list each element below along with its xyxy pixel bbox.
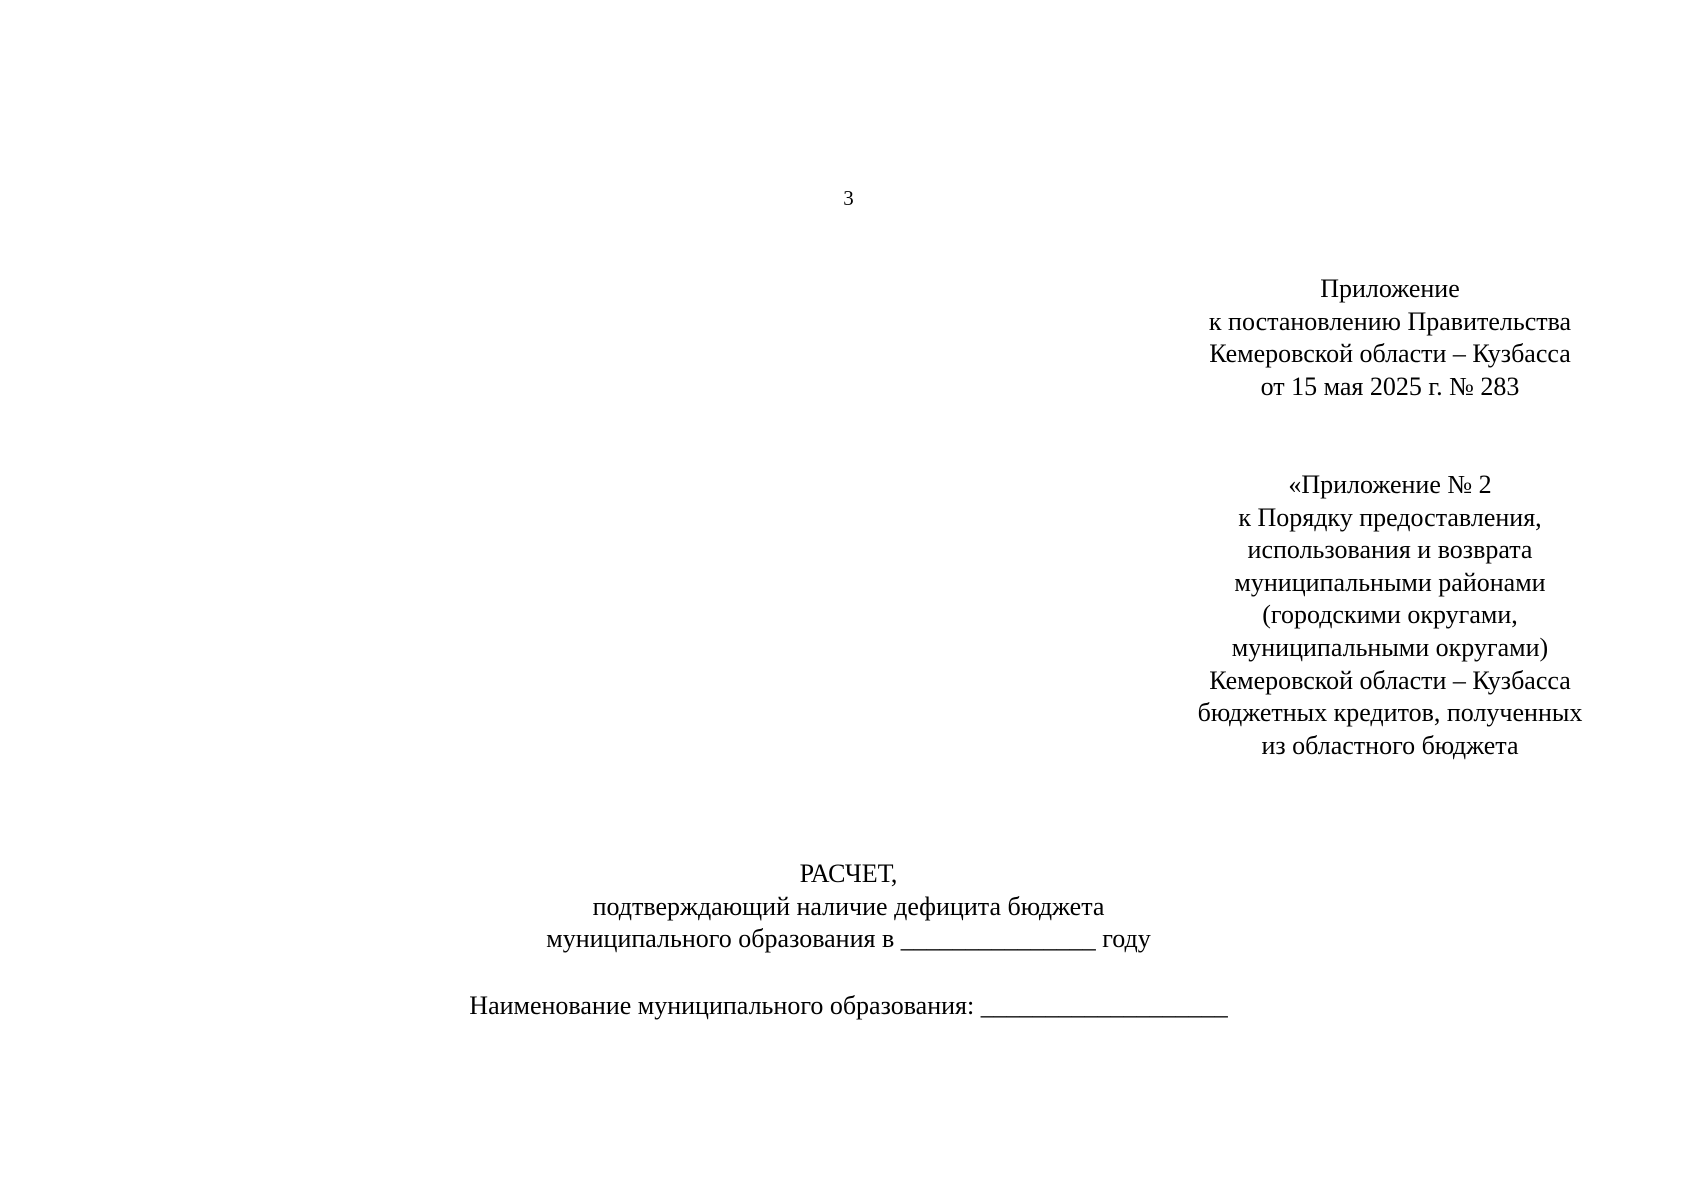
appendix-line: Кемеровской области – Кузбасса bbox=[1209, 339, 1571, 369]
appendix-procedure bbox=[1120, 469, 1660, 762]
appendix-line: Приложение bbox=[1320, 274, 1460, 303]
appendix-line: к Порядку предоставления, bbox=[1238, 502, 1542, 532]
title-year-line: муниципального образования в _______________ году bbox=[546, 924, 1151, 954]
appendix-line: использования и возврата bbox=[1247, 535, 1533, 565]
appendix-line: из областного бюджета bbox=[1261, 730, 1519, 760]
appendix-line: муниципальными районами bbox=[1234, 567, 1546, 597]
title-heading: РАСЧЕТ, bbox=[799, 859, 898, 888]
municipality-name-line: Наименование муниципального образования: ___________________ bbox=[469, 991, 1228, 1020]
title-subheading: подтверждающий наличие дефицита бюджета bbox=[592, 891, 1105, 921]
appendix-line: к постановлению Правительства bbox=[1208, 306, 1572, 336]
document-title bbox=[0, 858, 1697, 956]
appendix-line: «Приложение № 2 bbox=[1288, 470, 1492, 499]
appendix-line: от 15 мая 2025 г. № 283 bbox=[1260, 371, 1520, 401]
appendix-line: (городскими округами, bbox=[1262, 600, 1518, 630]
appendix-line: бюджетных кредитов, полученных bbox=[1197, 698, 1583, 728]
page-number: 3 bbox=[843, 186, 854, 210]
appendix-line: муниципальными округами) bbox=[1231, 632, 1549, 662]
appendix-government-decree bbox=[1120, 273, 1660, 403]
appendix-line: Кемеровской области – Кузбасса bbox=[1209, 665, 1571, 695]
